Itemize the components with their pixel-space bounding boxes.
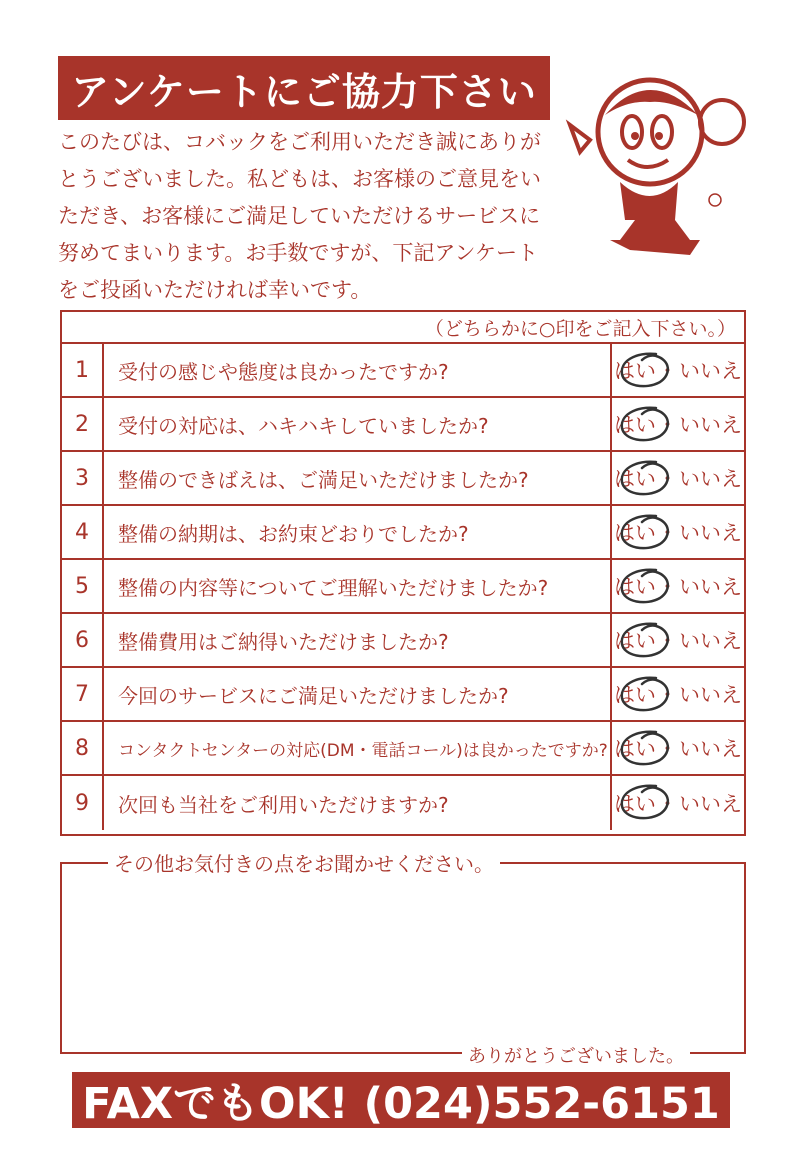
- answer-no[interactable]: いいえ: [679, 413, 742, 437]
- question-text: 受付の対応は、ハキハキしていましたか?: [104, 398, 612, 450]
- question-number: 3: [62, 452, 104, 504]
- answer-no[interactable]: いいえ: [679, 683, 742, 707]
- answer-separator: ・: [657, 575, 678, 599]
- answer-yes[interactable]: はい: [614, 737, 656, 761]
- thanks-text: ありがとうございました。: [462, 1042, 690, 1068]
- question-text: 受付の感じや態度は良かったですか?: [104, 344, 612, 396]
- question-row: [62, 722, 744, 776]
- question-row: [62, 668, 744, 722]
- comments-box[interactable]: [60, 852, 746, 1067]
- question-text: 整備の内容等についてご理解いただけましたか?: [104, 560, 612, 612]
- comments-label: その他お気付きの点をお聞かせください。: [108, 848, 500, 877]
- answer-no[interactable]: いいえ: [679, 629, 742, 653]
- answer-no[interactable]: いいえ: [679, 737, 742, 761]
- answer-options[interactable]: [612, 506, 744, 558]
- question-row: [62, 506, 744, 560]
- question-text: コンタクトセンターの対応(DM・電話コール)は良かったですか?: [104, 722, 612, 774]
- answer-no[interactable]: いいえ: [679, 467, 742, 491]
- answer-yes[interactable]: はい: [614, 467, 656, 491]
- answer-separator: ・: [657, 413, 678, 437]
- question-number: 1: [62, 344, 104, 396]
- answer-separator: ・: [657, 521, 678, 545]
- answer-separator: ・: [657, 629, 678, 653]
- answer-yes[interactable]: はい: [614, 792, 656, 816]
- answer-no[interactable]: いいえ: [679, 521, 742, 545]
- question-text: 整備のできばえは、ご満足いただけましたか?: [104, 452, 612, 504]
- answer-options[interactable]: [612, 398, 744, 450]
- answer-separator: ・: [657, 737, 678, 761]
- survey-instruction: （どちらかに○印をご記入下さい。）: [62, 312, 744, 344]
- question-row: [62, 344, 744, 398]
- answer-separator: ・: [657, 359, 678, 383]
- answer-no[interactable]: いいえ: [679, 575, 742, 599]
- question-text: 整備費用はご納得いただけましたか?: [104, 614, 612, 666]
- answer-options[interactable]: [612, 452, 744, 504]
- mascot-logo: [550, 70, 750, 255]
- answer-options[interactable]: [612, 614, 744, 666]
- answer-yes[interactable]: はい: [614, 629, 656, 653]
- question-number: 5: [62, 560, 104, 612]
- question-number: 7: [62, 668, 104, 720]
- question-row: [62, 614, 744, 668]
- question-number: 2: [62, 398, 104, 450]
- question-number: 4: [62, 506, 104, 558]
- question-row: [62, 398, 744, 452]
- answer-separator: ・: [657, 792, 678, 816]
- question-text: 整備の納期は、お約束どおりでしたか?: [104, 506, 612, 558]
- answer-yes[interactable]: はい: [614, 413, 656, 437]
- answer-separator: ・: [657, 467, 678, 491]
- fax-banner: FAXでもOK! (024)552-6151: [72, 1072, 730, 1128]
- answer-no[interactable]: いいえ: [679, 359, 742, 383]
- answer-yes[interactable]: はい: [614, 521, 656, 545]
- question-number: 8: [62, 722, 104, 774]
- page-title: アンケートにご協力下さい: [58, 56, 550, 120]
- answer-options[interactable]: [612, 776, 744, 830]
- question-text: 次回も当社をご利用いただけますか?: [104, 776, 612, 830]
- answer-options[interactable]: [612, 344, 744, 396]
- question-text: 今回のサービスにご満足いただけましたか?: [104, 668, 612, 720]
- question-number: 6: [62, 614, 104, 666]
- answer-options[interactable]: [612, 668, 744, 720]
- question-number: 9: [62, 776, 104, 830]
- answer-options[interactable]: [612, 560, 744, 612]
- answer-options[interactable]: [612, 722, 744, 774]
- survey-table: [60, 310, 746, 836]
- answer-separator: ・: [657, 683, 678, 707]
- question-row: [62, 452, 744, 506]
- question-row: [62, 776, 744, 830]
- answer-yes[interactable]: はい: [614, 359, 656, 383]
- question-row: [62, 560, 744, 614]
- intro-text: このたびは、コバックをご利用いただき誠にありがとうございました。私どもは、お客様のご意見をいただき、お客様にご満足していただけるサービスに努めてまいります。お手数ですが、下記アンケートをご投函いただければ幸いです。: [58, 130, 541, 302]
- answer-yes[interactable]: はい: [614, 575, 656, 599]
- answer-no[interactable]: いいえ: [679, 792, 742, 816]
- answer-yes[interactable]: はい: [614, 683, 656, 707]
